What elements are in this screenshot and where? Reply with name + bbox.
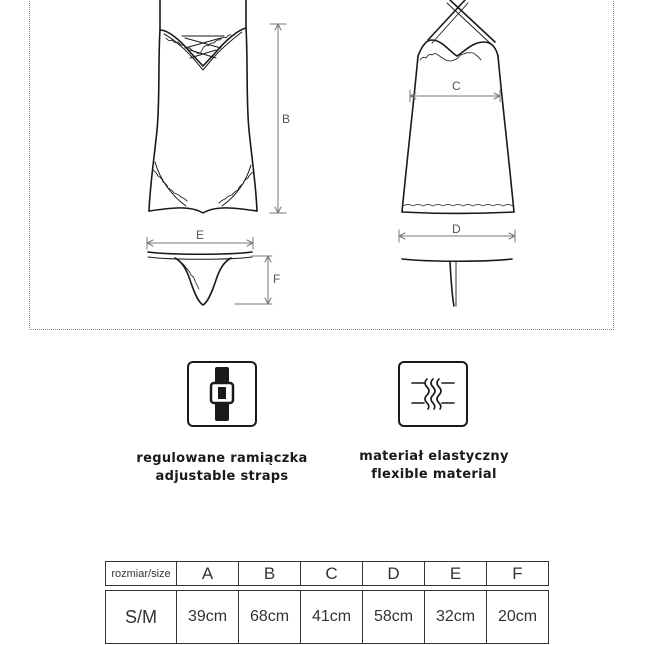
adjustable-straps-caption (122, 450, 322, 486)
size-table-corner: rozmiar/size (106, 562, 177, 586)
adjustable-straps-label-pl: regulowane ramiączka (136, 451, 308, 466)
flexible-material-icon (398, 361, 468, 427)
size-table-header-row (106, 562, 549, 586)
dimension-f-label: F (273, 272, 281, 286)
size-value-f: 20cm (487, 591, 549, 644)
dimension-c-label: C (452, 79, 461, 93)
flexible-material-label-en: flexible material (371, 467, 497, 482)
size-col-d: D (363, 562, 425, 586)
back-chemise-drawing (402, 0, 514, 306)
adjustable-strap-icon (187, 361, 257, 427)
size-value-b: 68cm (239, 591, 301, 644)
flexible-material-caption (334, 448, 534, 484)
flexible-material-label-pl: materiał elastyczny (359, 449, 509, 464)
size-name-cell: S/M (106, 591, 177, 644)
size-value-c: 41cm (301, 591, 363, 644)
adjustable-straps-label-en: adjustable straps (155, 469, 289, 484)
size-col-a: A (177, 562, 239, 586)
thong-drawing (148, 252, 252, 305)
size-col-c: C (301, 562, 363, 586)
table-row (106, 591, 549, 644)
size-col-b: B (239, 562, 301, 586)
dimension-d-label: D (452, 222, 461, 236)
dimension-e-label: E (196, 228, 205, 242)
size-table (105, 561, 549, 644)
size-value-d: 58cm (363, 591, 425, 644)
size-col-e: E (425, 562, 487, 586)
dimension-f-line (235, 256, 272, 304)
size-value-a: 39cm (177, 591, 239, 644)
size-col-f: F (487, 562, 549, 586)
size-value-e: 32cm (425, 591, 487, 644)
dimension-b-label: B (282, 112, 291, 126)
front-chemise-drawing (149, 0, 257, 213)
